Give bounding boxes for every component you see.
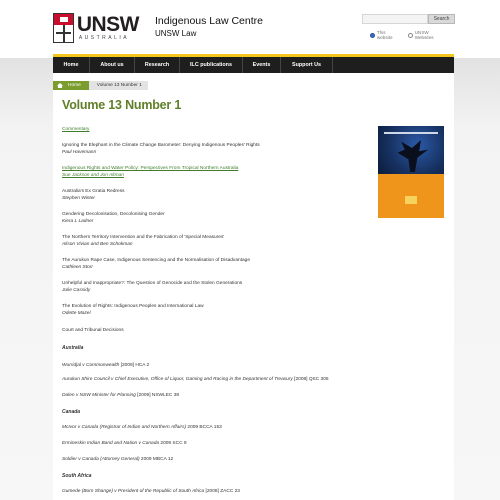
article-author: Paul Havemann (62, 149, 97, 155)
case-item: McIvor v Canada (Registrar of Indian and Northern Affairs) 2009 BCCA 153 (62, 425, 222, 430)
breadcrumb (53, 81, 148, 90)
nav-about-us[interactable]: About us (90, 57, 135, 73)
article-title: Unhelpful and Inappropriate?: The Question of Genocide and the Stolen Generations (62, 281, 243, 286)
logo-sub: AUSTRALIA (78, 35, 130, 41)
home-icon (57, 83, 63, 88)
section-heading: Australia (62, 345, 84, 351)
case-item: Ermineskin Indian Band and Nation v Canada 2009 SCC 9 (62, 441, 187, 446)
nav-research[interactable]: Research (135, 57, 180, 73)
list-item (62, 328, 124, 335)
breadcrumb-current: Volume 13 Number 1 (89, 81, 148, 90)
logo-name: UNSW (76, 13, 139, 36)
list-item (62, 258, 250, 271)
list-item[interactable] (62, 166, 238, 179)
list-item (62, 189, 125, 202)
nav-events[interactable]: Events (243, 57, 281, 73)
case-item: Wurridjal v Commonwealth [2009] HCA 2 (62, 363, 150, 368)
article-author: Alison Vivian and Ben Schokman (62, 241, 133, 247)
search-input[interactable] (362, 14, 428, 24)
scope-unsw-radio[interactable] (408, 33, 413, 38)
article-title[interactable]: Commentary (62, 127, 90, 132)
nav-ilc-publications[interactable]: ILC publications (180, 57, 243, 73)
article-author: Stephen Winter (62, 195, 96, 201)
list-item[interactable] (62, 127, 89, 134)
main-content (53, 73, 454, 500)
nav-support-us[interactable]: Support Us (281, 57, 333, 73)
article-title: Court and Tribunal Decisions (62, 328, 124, 333)
article-title[interactable]: Indigenous Rights and Water Policy: Perspectives From Tropical Northern Australia (62, 166, 239, 171)
article-author: Odette Mazel (62, 310, 91, 316)
article-author: Cathleen Storr (62, 264, 93, 270)
page (53, 0, 454, 500)
list-item (62, 143, 260, 156)
breadcrumb-home[interactable]: Home (53, 81, 89, 90)
page-title: Volume 13 Number 1 (62, 98, 182, 112)
scope-unsw-label: UNSW Websites (414, 30, 434, 40)
article-author[interactable]: Sue Jackson and Jon Altman (62, 172, 124, 178)
nav-home[interactable]: Home (53, 57, 90, 73)
scope-this-label: This website (376, 30, 393, 40)
main-nav (53, 57, 454, 73)
search-box (362, 14, 455, 24)
article-title: The Northern Territory Intervention and the Fabrication of 'Special Measures' (62, 235, 225, 240)
case-item: Soldier v Canada (Attorney General) 2009 MBCA 12 (62, 457, 174, 462)
article-title: Gendering Decolonisation, Decolonising Gender (62, 212, 165, 217)
search-scope (370, 30, 454, 40)
case-item: Dalen v NSW Minister for Planning [2009] NSWLEC 38 (62, 393, 180, 398)
article-title: Ignoring the Elephant in the Climate Change Barometer: Denying Indigenous Peoples' Rights (62, 143, 260, 148)
scope-this-radio[interactable] (370, 33, 375, 38)
case-item: Aurukun Shire Council v Chief Executive, Office of Liquor, Gaming and Racing in the Department of Treasury [2008] QSC 305 (62, 377, 329, 382)
list-item (62, 212, 165, 225)
list-item (62, 235, 224, 248)
list-item (62, 281, 242, 294)
article-author: Julie Cassidy (62, 287, 91, 293)
article-title: Australia's Ex Gratia Redress (62, 189, 125, 194)
article-title: The Evolution of Rights: Indigenous Peoples and International Law (62, 304, 204, 309)
case-item: Gumede (Born Shange) v President of the Republic of South Africa [2008] ZACC 23 (62, 489, 240, 494)
journal-cover-image (378, 126, 444, 218)
article-title: The Aurukun Rape Case, Indigenous Sentencing and the Normalisation of Disadvantage (62, 258, 250, 263)
section-heading: South Africa (62, 473, 92, 479)
site-title[interactable]: Indigenous Law Centre (155, 15, 263, 27)
article-author: Kiera L Ladner (62, 218, 94, 224)
unsw-crest-icon (53, 13, 74, 43)
search-button[interactable]: Search (428, 14, 455, 24)
unsw-logo[interactable] (53, 11, 139, 45)
section-heading: Canada (62, 409, 81, 415)
site-subtitle[interactable]: UNSW Law (155, 29, 197, 38)
list-item (62, 304, 204, 317)
